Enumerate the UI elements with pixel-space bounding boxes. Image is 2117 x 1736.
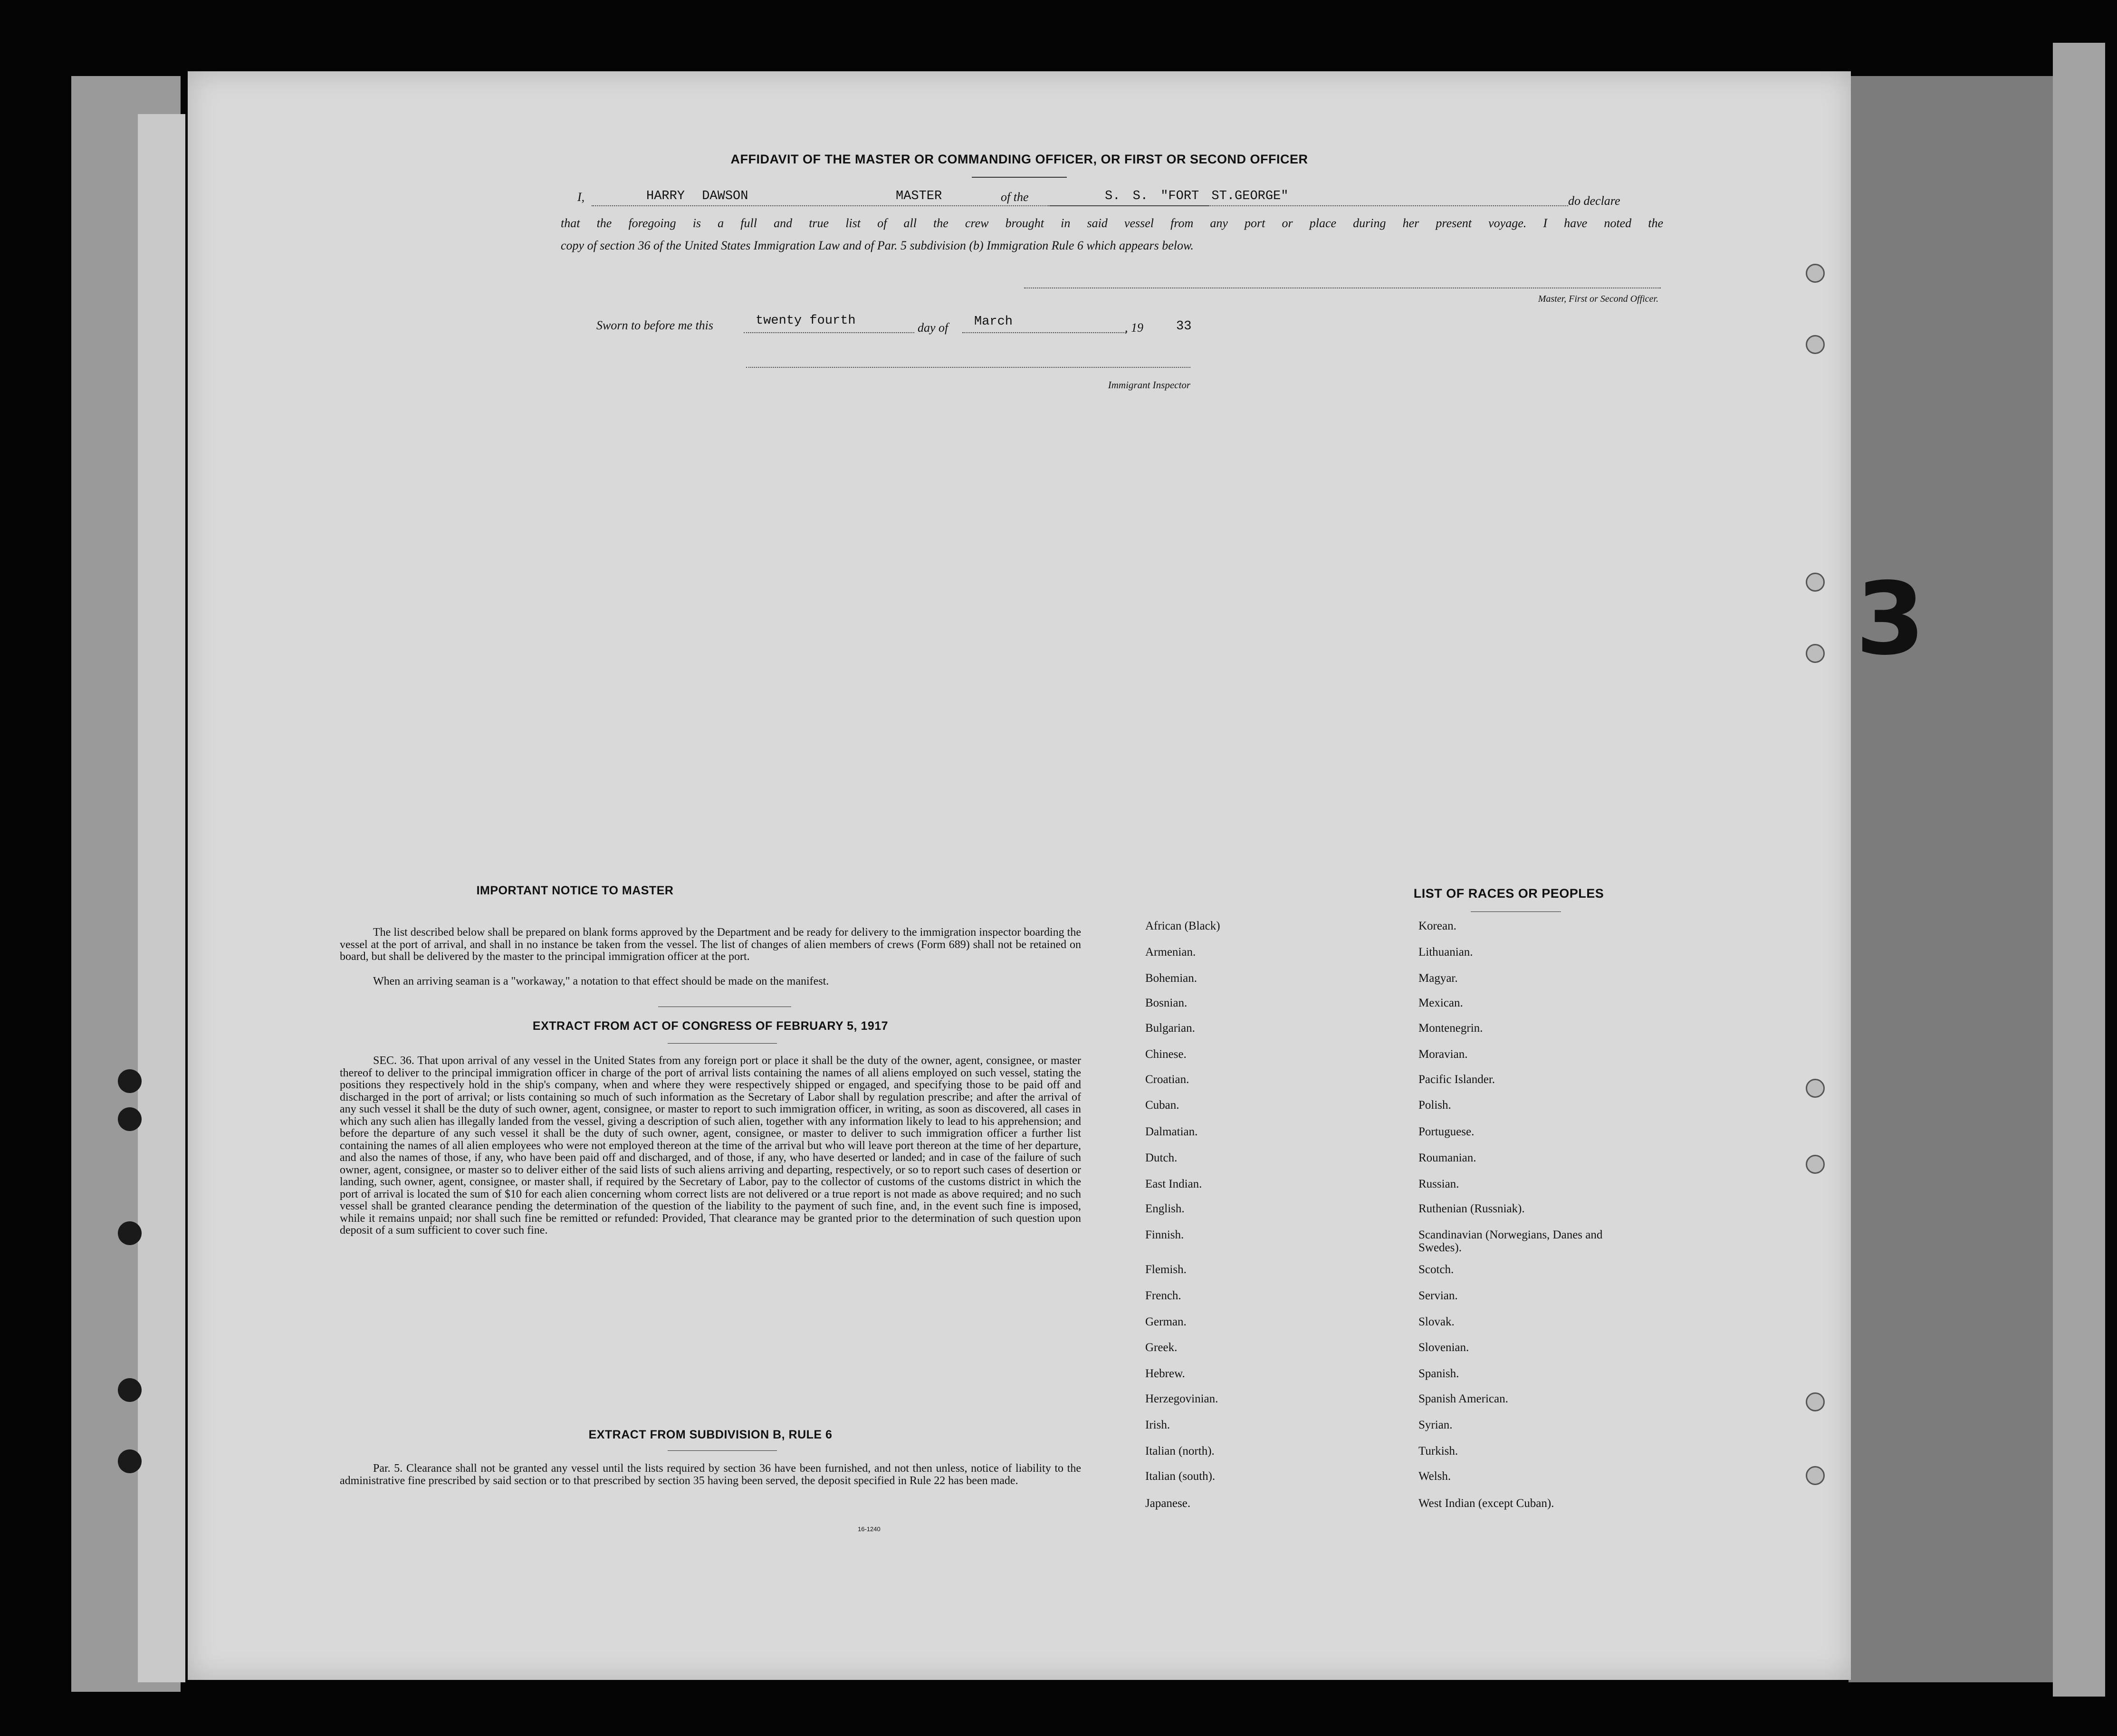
- race-item: Lithuanian.: [1418, 946, 1473, 959]
- sworn-month: March: [974, 315, 1013, 329]
- race-item: Welsh.: [1418, 1470, 1451, 1483]
- punch-hole: [118, 1107, 142, 1131]
- sworn-label: Sworn to before me this: [596, 318, 714, 332]
- master-rank: MASTER: [896, 189, 942, 203]
- affidavit-title: AFFIDAVIT OF THE MASTER OR COMMANDING OFFICER, OR FIRST OR SECOND OFFICER: [730, 152, 1308, 166]
- race-item: West Indian (except Cuban).: [1418, 1497, 1554, 1510]
- ring-hole: [1806, 644, 1825, 663]
- race-item: Chinese.: [1145, 1048, 1187, 1061]
- notice-para-1: The list described below shall be prepared on blank forms approved by the Department and be ready for delivery to the immigration inspector boarding the vessel at the port of arrival, and shall in no instance be taken from the vessel. The list of changes of alien members of crews (Form 689) shall not be retained on board, but shall be delivered by the master to the principal immigration officer at the port.: [340, 926, 1081, 963]
- race-item: Finnish.: [1145, 1228, 1184, 1241]
- race-item: Greek.: [1145, 1341, 1178, 1354]
- race-item: Turkish.: [1418, 1445, 1458, 1458]
- punch-hole: [118, 1449, 142, 1473]
- races-title: LIST OF RACES OR PEOPLES: [1413, 886, 1604, 901]
- do-declare: do declare: [1568, 194, 1620, 208]
- race-item: Syrian.: [1418, 1419, 1453, 1431]
- extract-rule-text: Par. 5. Clearance shall not be granted any vessel until the lists required by section 36 have been furnished, and not then unless, notice of liability to the administrative fine prescribed by said section or to that prescribed by section 35 having been served, the deposit specified in Rule 22 has been made.: [340, 1462, 1081, 1487]
- race-item: Montenegrin.: [1418, 1022, 1483, 1035]
- i-label: I,: [577, 190, 585, 204]
- statement-line-2: copy of section 36 of the United States Immigration Law and of Par. 5 subdivision (b) Immigration Rule 6 which appears below.: [561, 239, 1194, 252]
- extract-rule-title: EXTRACT FROM SUBDIVISION B, RULE 6: [588, 1428, 833, 1441]
- ring-hole: [1806, 335, 1825, 354]
- extract-act-text: SEC. 36. That upon arrival of any vessel in the United States from any foreign port or place it shall be the duty of the owner, agent, consignee, or master thereof to deliver to the principal immigration officer in charge of the port of arrival lists containing the names of all aliens employed on such vessel, stating the positions they respectively hold in the ship's company, when and where they were respectively shipped or engaged, and specifying those to be paid off and discharged in the port of arrival; or lists containing so much of such information as the Secretary of Labor shall by regulation prescribe; and after the arrival of any such vessel it shall be the duty of such owner, agent, consignee, or master to report to such immigration officer, in writing, as soon as discovered, all cases in which any such alien has illegally landed from the vessel, giving a description of such alien, together with any information likely to lead to his apprehension; and before the departure of any such vessel it shall be the duty of such owner, agent, consignee, or master to deliver to such immigration officer a further list containing the names of all alien employees who were not employed thereon at the time of the arrival but who will leave port thereon at the time of her departure, and also the names of those, if any, who have been paid off and discharged, and of those, if any, who have deserted or landed; and in case of the failure of such owner, agent, consignee, or master so to deliver either of the said lists of such aliens arriving and departing, respectively, or so to report such cases of desertion or landing, such owner, agent, consignee, or master shall, if required by the Secretary of Labor, pay to the collector of customs of the customs district in which the port of arrival is located the sum of $10 for each alien concerning whom correct lists are not delivered or a true report is not made as above required; and no such vessel shall be granted clearance pending the determination of the question of the liability to the payment of such fine, and, in the event such fine is imposed, while it remains unpaid; nor shall such fine be remitted or refunded: Provided, That clearance may be granted prior to the determination of such question upon deposit of a sum sufficient to cover such fine.: [340, 1055, 1081, 1237]
- ring-hole: [1806, 573, 1825, 592]
- manifest-page: [188, 71, 1851, 1680]
- race-item: East Indian.: [1145, 1178, 1202, 1190]
- race-item: Pacific Islander.: [1418, 1073, 1495, 1086]
- day-of-label: day of: [915, 321, 951, 335]
- inspector-caption: Immigrant Inspector: [1108, 379, 1190, 391]
- race-item: Irish.: [1145, 1419, 1170, 1431]
- extract-act-title: EXTRACT FROM ACT OF CONGRESS OF FEBRUARY 5, 1917: [532, 1019, 889, 1033]
- race-item: Spanish.: [1418, 1367, 1459, 1380]
- ring-hole: [1806, 264, 1825, 283]
- ring-hole: [1806, 1466, 1825, 1485]
- ring-hole: [1806, 1155, 1825, 1174]
- vessel-name: S. S. "FORT ST.GEORGE": [1105, 189, 1289, 203]
- race-item: Herzegovinian.: [1145, 1392, 1218, 1405]
- race-item: Armenian.: [1145, 946, 1196, 959]
- race-item: German.: [1145, 1315, 1187, 1328]
- notice-para-2: When an arriving seaman is a "workaway," a notation to that effect should be made on the manifest.: [373, 975, 829, 988]
- sworn-day: twenty fourth: [756, 314, 856, 328]
- race-item: Portuguese.: [1418, 1125, 1475, 1138]
- race-item: Hebrew.: [1145, 1367, 1185, 1380]
- race-item: Moravian.: [1418, 1048, 1468, 1061]
- race-item: Croatian.: [1145, 1073, 1189, 1086]
- race-item: Korean.: [1418, 920, 1456, 932]
- punch-hole: [118, 1069, 142, 1093]
- punch-hole: [118, 1378, 142, 1402]
- inspector-signature-line: [746, 367, 1190, 368]
- form-number: 16-1240: [858, 1525, 881, 1533]
- race-item: Dutch.: [1145, 1151, 1178, 1164]
- race-item: Magyar.: [1418, 972, 1458, 985]
- race-item: Ruthenian (Russniak).: [1418, 1202, 1525, 1215]
- race-item: Italian (north).: [1145, 1445, 1215, 1458]
- race-item: English.: [1145, 1202, 1185, 1215]
- race-item: Dalmatian.: [1145, 1125, 1198, 1138]
- race-item: Japanese.: [1145, 1497, 1191, 1510]
- race-item: Scotch.: [1418, 1263, 1454, 1276]
- race-item: Flemish.: [1145, 1263, 1187, 1276]
- ring-hole: [1806, 1079, 1825, 1098]
- ring-hole: [1806, 1392, 1825, 1411]
- races-divider: [1471, 911, 1561, 912]
- title-divider: [972, 177, 1067, 178]
- margin-handwritten-number: 3: [1856, 561, 1925, 677]
- signature-caption: Master, First or Second Officer.: [1538, 294, 1658, 304]
- punch-hole: [118, 1221, 142, 1245]
- of-the-label: of the: [998, 190, 1032, 204]
- race-item: Polish.: [1418, 1099, 1451, 1112]
- race-item: Russian.: [1418, 1178, 1459, 1190]
- race-item: Slovenian.: [1418, 1341, 1469, 1354]
- notice-title: IMPORTANT NOTICE TO MASTER: [476, 884, 674, 897]
- race-item: Bohemian.: [1145, 972, 1197, 985]
- extract-act-divider: [668, 1043, 777, 1044]
- race-item: Slovak.: [1418, 1315, 1455, 1328]
- race-item: Servian.: [1418, 1289, 1458, 1302]
- race-item: Spanish American.: [1418, 1392, 1508, 1405]
- race-item: Roumanian.: [1418, 1151, 1476, 1164]
- race-item: Italian (south).: [1145, 1470, 1216, 1483]
- race-item: African (Black): [1145, 920, 1220, 932]
- left-page-edge-inner: [138, 114, 185, 1682]
- race-item: Bosnian.: [1145, 997, 1188, 1009]
- right-binder-edge: [2053, 43, 2105, 1697]
- race-item: Scandinavian (Norwegians, Danes and Swedes).: [1418, 1228, 1603, 1254]
- race-item: Cuban.: [1145, 1099, 1179, 1112]
- master-name: HARRY DAWSON: [646, 189, 748, 203]
- extract-rule-divider: [668, 1450, 777, 1451]
- race-item: Bulgarian.: [1145, 1022, 1195, 1035]
- race-item: Mexican.: [1418, 997, 1463, 1009]
- sworn-year: 33: [1176, 319, 1192, 334]
- race-item: French.: [1145, 1289, 1181, 1302]
- statement-line-1: that the foregoing is a full and true list of all the crew brought in said vessel from any port or place during her present voyage. I have noted the: [561, 216, 1663, 230]
- year-prefix: , 19: [1125, 321, 1143, 335]
